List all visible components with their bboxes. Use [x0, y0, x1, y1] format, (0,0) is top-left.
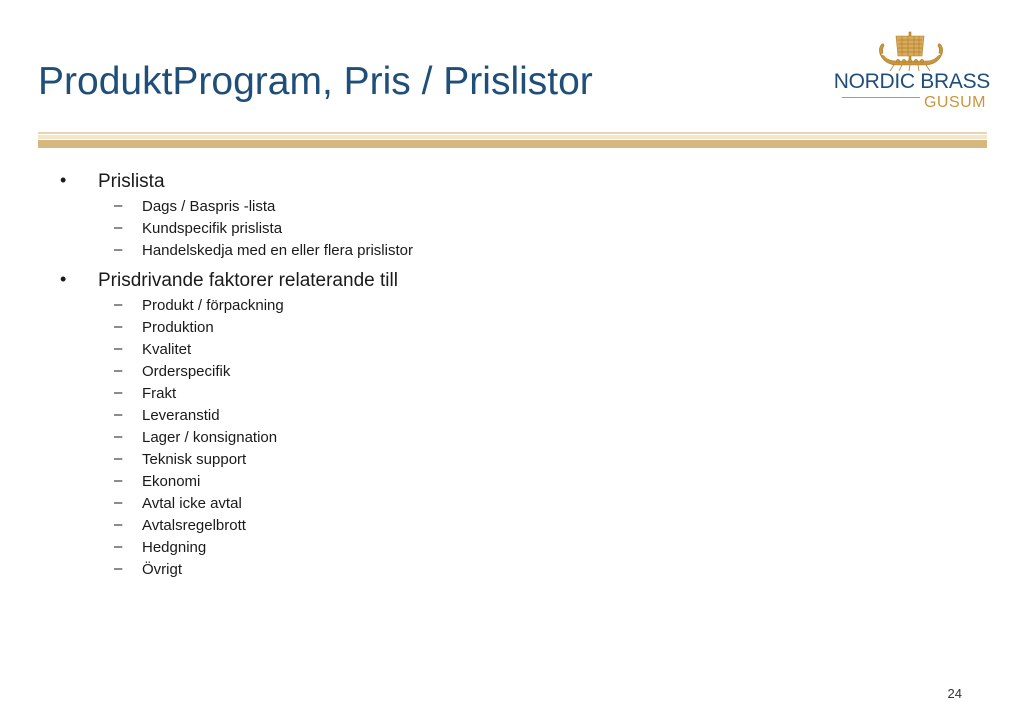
- company-logo: [828, 30, 990, 120]
- sub-bullet-item: [56, 538, 956, 560]
- sub-bullet-item: [56, 197, 956, 219]
- dash-icon: –: [114, 318, 123, 335]
- sub-bullet-item: [56, 450, 956, 472]
- dash-icon: –: [114, 560, 123, 577]
- dash-icon: –: [114, 296, 123, 313]
- sub-bullet-text: Leveranstid: [142, 407, 220, 424]
- sub-bullet-item: [56, 384, 956, 406]
- dash-icon: –: [114, 384, 123, 401]
- sub-bullet-text: Dags / Baspris -lista: [142, 198, 276, 215]
- sub-bullet-item: [56, 472, 956, 494]
- dash-icon: –: [114, 428, 123, 445]
- dash-icon: –: [114, 516, 123, 533]
- page-number: 24: [947, 686, 962, 701]
- logo-subtitle: GUSUM: [923, 94, 986, 111]
- dash-icon: –: [114, 340, 123, 357]
- sub-bullet-text: Ekonomi: [142, 473, 201, 490]
- dash-icon: –: [114, 241, 123, 258]
- sub-bullet-text: Kvalitet: [142, 341, 192, 358]
- dash-icon: –: [114, 494, 123, 511]
- sub-bullet-text: Avtalsregelbrott: [142, 517, 246, 534]
- bullet-item: [56, 269, 956, 296]
- bullet-text: Prislista: [98, 171, 165, 192]
- dash-icon: –: [114, 450, 123, 467]
- sub-bullet-text: Övrigt: [142, 561, 183, 578]
- viking-ship-icon: [876, 30, 946, 72]
- bullet-item: [56, 170, 956, 197]
- sub-bullet-item: [56, 318, 956, 340]
- dash-icon: –: [114, 406, 123, 423]
- sub-bullet-item: [56, 296, 956, 318]
- bullet-list: [56, 170, 956, 582]
- slide-title: ProduktProgram, Pris / Prislistor: [38, 60, 593, 103]
- sub-bullet-text: Hedgning: [142, 539, 207, 556]
- bullet-icon: •: [60, 170, 67, 190]
- dash-icon: –: [114, 538, 123, 555]
- logo-brand-name: NORDIC BRASS: [833, 70, 990, 93]
- sub-bullet-text: Orderspecifik: [142, 363, 231, 380]
- sub-bullet-item: [56, 494, 956, 516]
- sub-bullet-item: [56, 340, 956, 362]
- sub-bullet-item: [56, 406, 956, 428]
- dash-icon: –: [114, 472, 123, 489]
- header-divider: [38, 132, 987, 150]
- sub-bullet-text: Avtal icke avtal: [142, 495, 242, 512]
- sub-bullet-text: Frakt: [142, 385, 177, 402]
- sub-bullet-text: Kundspecifik prislista: [142, 220, 283, 237]
- sub-bullet-text: Lager / konsignation: [142, 429, 278, 446]
- sub-bullet-item: [56, 516, 956, 538]
- bullet-text: Prisdrivande faktorer relaterande till: [98, 270, 398, 291]
- sub-bullet-text: Produkt / förpackning: [142, 297, 284, 314]
- sub-bullet-text: Produktion: [142, 319, 214, 336]
- sub-bullet-item: [56, 428, 956, 450]
- dash-icon: –: [114, 197, 123, 214]
- sub-bullet-item: [56, 362, 956, 384]
- sub-bullet-item: [56, 560, 956, 582]
- sub-bullet-item: [56, 219, 956, 241]
- sub-bullet-text: Teknisk support: [142, 451, 247, 468]
- sub-bullet-text: Handelskedja med en eller flera prislistor: [142, 242, 413, 259]
- dash-icon: –: [114, 362, 123, 379]
- bullet-icon: •: [60, 269, 67, 289]
- sub-bullet-item: [56, 241, 956, 263]
- dash-icon: –: [114, 219, 123, 236]
